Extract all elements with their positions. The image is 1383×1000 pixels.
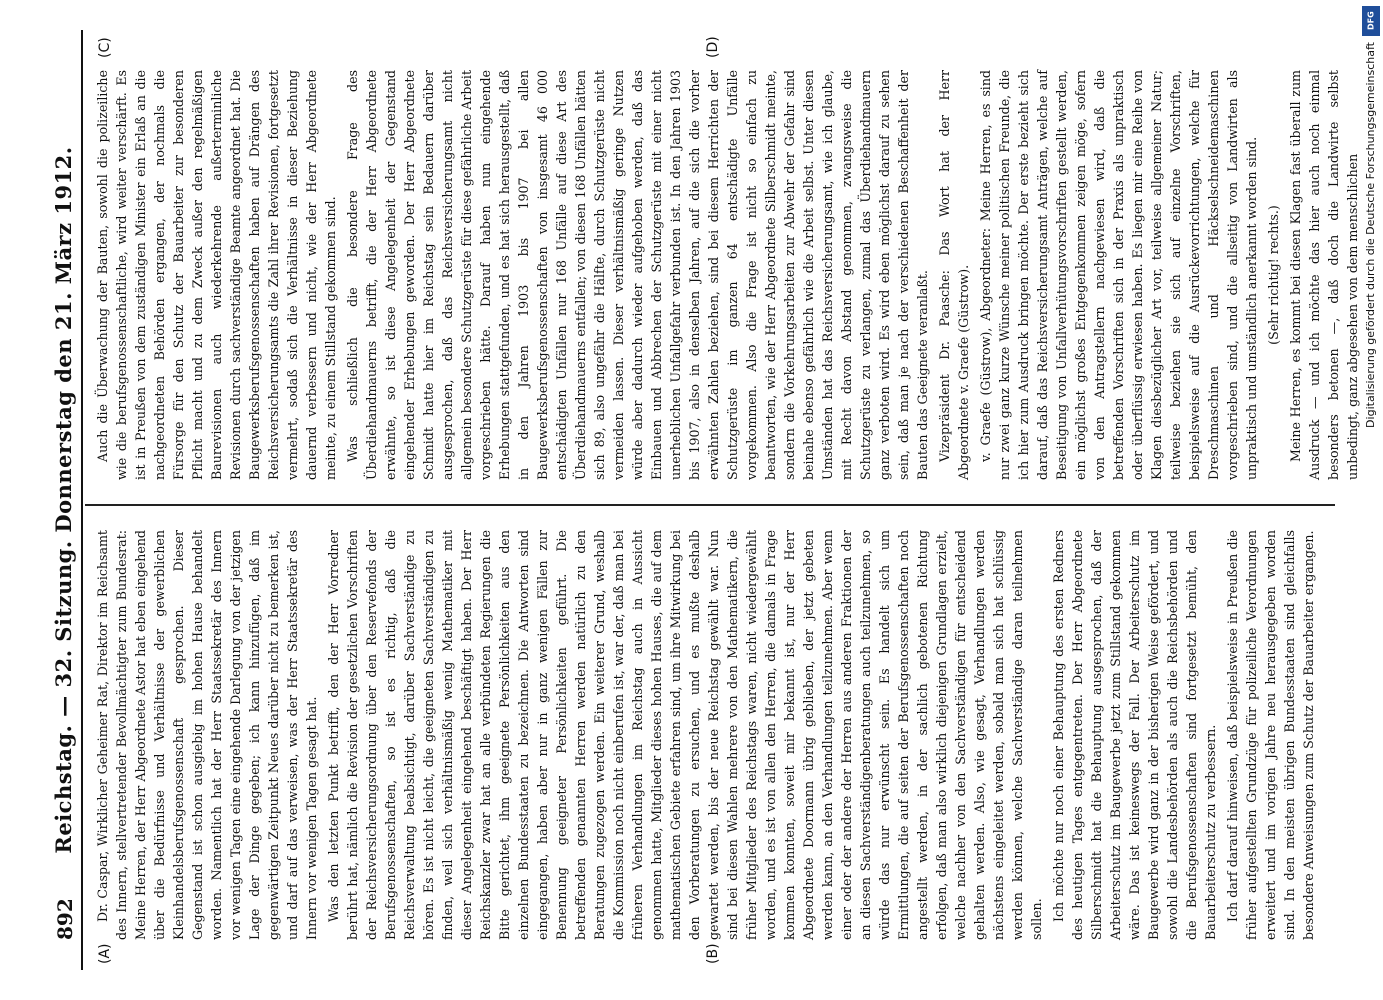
paragraph: Ich möchte nur noch einer Behauptung des ersten Redners des heutigen Tages entgegentreten. Der Herr Abgeordnete Silberschmidt hat die Behauptung ausgesprochen, daß der Arbeiterschutz im Baugewerbe jetzt zum Stillstand gekommen wäre. Das ist keineswegs der Fall. Der Arbeiterschutz im Baugewerbe wird ganz in der bisherigen Weise gefördert, und sowohl die Landesbehörden als auch die Reichsbehörden und die Berufsgenossenschaften sind fortgesetzt bemüht, den Bauarbeiterschutz zu verbessern. [1051, 530, 1218, 940]
running-head [45, 30, 83, 970]
page-number: 892 [53, 898, 77, 940]
interjection: (Sehr richtig! rechts.) [1266, 205, 1281, 345]
margin-mark-d: (D) [705, 36, 721, 58]
dfg-logo-icon: DFG [1362, 6, 1380, 36]
funding-note: Digitalisierung gefördert durch die Deutsche Forschungsgemeinschaft [1364, 42, 1377, 428]
paragraph: Was schließlich die besondere Frage des Überdiehandmauerns betrifft, die der Herr Abgeordnete erwähnte, so ist diese Angelegenheit der Gegenstand eingehender Erhebungen geworden. Der Herr Abgeordnete Schmidt hatte hier im Reichstag sein Bedauern darüber ausgesprochen, daß das Reichsversicherungsamt nicht allgemein besondere Schutzgerüste für diese gefährliche Arbeit vorgeschrieben hätte. Darauf haben nun eingehende Erhebungen stattgefunden, und es hat sich herausgestellt, daß in den Jahren 1903 bis 1907 bei allen Baugewerksberufsgenossenschaften von insgesamt 46 000 entschädigten Unfällen nur 168 Unfälle auf diese Art des Überdiehandmauerns entfallen; von diesen 168 Unfällen hätten sich 89, also ungefähr die Hälfte, durch Schutzgerüste nicht vermeiden lassen. Dieser verhältnismäßig geringe Nutzen würde aber dadurch wieder aufgehoben werden, daß das Einbauen und Abbrechen der Schutzgerüste mit einer nicht unerheblichen Unfallgefahr verbunden ist. In den Jahren 1903 bis 1907, also in denselben Jahren, auf die sich die vorher erwähnten Zahlen beziehen, sind bei diesem Herrichten der Schutzgerüste im ganzen 64 entschädigte Unfälle vorgekommen. Also die Frage ist nicht so einfach zu beantworten, wie der Herr Abgeordnete Silberschmidt meinte, sondern die Vorkehrungsarbeiten zur Abwehr der Gefahr sind beinahe ebenso gefährlich wie die Arbeit selbst. Unter diesen Umständen hat das Reichsversicherungsamt, wie ich glaube, mit Recht davon Abstand genommen, zwangsweise die Schutzgerüste zu verlangen, zumal das Überdiehandmauern ganz verboten wird. Es wird eben möglichst darauf zu sehen sein, daß man je nach der verschiedenen Beschaffenheit der Bauten das Geeignete veranlaßt. [345, 70, 930, 480]
paragraph: Was den letzten Punkt betrifft, den der Herr Vorredner berührt hat, nämlich die Revision der gesetzlichen Vorschriften der Reichsversicherungsordnung über den Reservefonds der Berufsgenossenschaften, so ist es richtig, daß die Reichsverwaltung beabsichtigt, darüber Sachverständige zu hören. Es ist nicht leicht, die geeigneten Sachverständigen zu finden, weil sich verhältnismäßig wenig Mathematiker mit dieser Angelegenheit eingehend beschäftigt haben. Der Herr Reichskanzler zwar hat an alle verbündeten Regierungen die Bitte gerichtet, ihm geeignete Persönlichkeiten aus den einzelnen Bundesstaaten zu bezeichnen. Die Antworten sind eingegangen, haben aber nur in ganz wenigen Fällen zur Benennung geeigneter Persönlichkeiten geführt. Die betreffenden genannten Herren werden natürlich zu den Beratungen zugezogen werden. Ein weiterer Grund, weshalb die Kommission noch nicht einberufen ist, war der, daß man bei früheren Verhandlungen im Reichstag auch in Aussicht genommen hatte, Mitglieder dieses hohen Hauses, die auf dem mathematischen Gebiete erfahren sind, um ihre Mitwirkung bei den Vorberatungen zu ersuchen, und es mußte deshalb gewartet werden, bis der neue Reichstag gewählt war. Nun sind bei diesen Wahlen mehrere von den Mathematikern, die früher Mitglieder des Reichstags waren, nicht wiedergewählt worden, und es ist von allen den Herren, die damals in Frage kommen konnten, soweit mir bekannt ist, nur der Herr Abgeordnete Doormann übrig geblieben, der jetzt gebeten werden kann, an den Verhandlungen teilzunehmen. Aber wenn einer oder der andere der Herren aus anderen Fraktionen der an diesen Sachverständigenberatungen auch teilzunehmen, so würde das nur erwünscht sein. Es handelt sich um Ermittlungen, die auf seiten der Berufsgenossenschaften noch angestellt werden, in der sachlich gebotenen Richtung erfolgen, daß man also wirklich diejenigen Grundlagen erzielt, welche nachher von den Sachverständigen für entscheidend gehalten werden. Also, wie gesagt, Verhandlungen werden nächstens eingeleitet werden, sobald man sich hat schlüssig werden können, welche Sachverständige daran teilnehmen sollen. [326, 530, 1044, 940]
margin-mark-c: (C) [97, 37, 113, 58]
left-column [93, 530, 1328, 940]
page-title: Reichstag. — 32. Sitzung. Donnerstag den 21. März 1912. [51, 146, 76, 854]
margin-mark-b: (B) [705, 943, 721, 964]
paragraph: Meine Herren, es kommt bei diesen Klagen fast überall zum Ausdruck — und ich möchte das hier auch noch einmal besonders betonen —, daß doch die Landwirte selbst unbedingt, ganz abgesehen von dem menschlichen [1288, 70, 1360, 480]
paragraph: Ich darf darauf hinweisen, daß beispielsweise in Preußen die früher aufgestellten Grundzüge für polizeiliche Verordnungen erweitert und im vorigen Jahre neu herausgegeben worden sind. In den meisten übrigen Bundesstaaten sind gleichfalls besondere Anweisungen zum Schutz der Bauarbeiter ergangen. [1225, 530, 1316, 940]
right-column [93, 70, 1360, 480]
funding-sidebar [1360, 0, 1383, 1000]
rotated-document-page [45, 30, 1360, 970]
column-divider [85, 504, 1335, 506]
margin-mark-a: (A) [97, 943, 113, 964]
paragraph: Vizepräsident Dr. Paasche: Das Wort hat der Herr Abgeordnete v. Graefe (Güstrow). [937, 70, 971, 480]
paragraph: Auch die Überwachung der Bauten, sowohl die polizeiliche wie die berufsgenossenschaftliche, wird weiter verschärft. Es ist in Preußen von dem zuständigen Minister ein Erlaß an die nachgeordneten Behörden ergangen, der nochmals die Fürsorge für den Schutz der Bauarbeiter zur besonderen Pflicht macht und zu dem Zweck außer den regelmäßigen Baurevisionen auch wiederkehrende außerterminliche Revisionen durch sachverständige Beamte angeordnet hat. Die Baugewerksberufsgenossenschaften haben auf Drängen des Reichsversicherungsamts die Zahl ihrer Revisionen, fortgesetzt vermehrt, sodaß sich die Verhältnisse in dieser Beziehung dauernd verbessern und nicht, wie der Herr Abgeordnete meinte, zu einem Stillstand gekommen sind. [95, 70, 338, 480]
paragraph: Dr. Caspar, Wirklicher Geheimer Rat, Direktor im Reichsamt des Innern, stellvertretender Bevollmächtigter zum Bundesrat: Meine Herren, der Herr Abgeordnete Astor hat eben eingehend über die Bedürfnisse und Verhältnisse der gewerblichen Kleinhandelsberufsgenossenschaft gesprochen. Dieser Gegenstand ist schon ausgiebig im hohen Hause behandelt worden. Namentlich hat der Herr Staatssekretär des Innern vor wenigen Tagen eine eingehende Darlegung von der jetzigen Lage der Dinge gegeben; ich kann hinzufügen, daß im gegenwärtigen Zeitpunkt Neues darüber nicht zu bemerken ist, und darf auf das verweisen, was der Herr Staatssekretär des Innern vor wenigen Tagen gesagt hat. [95, 530, 319, 940]
paragraph: v. Graefe (Güstrow), Abgeordneter: Meine Herren, es sind nur zwei ganz kurze Wünsche meiner politischen Freunde, die ich hier zum Ausdruck bringen möchte. Der erste bezieht sich darauf, daß das Reichsversicherungsamt Anträgen, welche auf Beseitigung von Unfallverhütungsvorschriften gestellt werden, ein möglichst großes Entgegenkommen zeigen möge, sofern von den Antragstellern nachgewiesen wird, daß die betreffenden Vorschriften sich in der Praxis als unpraktisch oder überflüssig erwiesen haben. Es liegen mir eine Reihe von Klagen diesbezüglicher Art vor, teilweise allgemeiner Natur; teilweise beziehen sie sich auf einzelne Vorschriften, beispielsweise auf die Ausrückevorrichtungen, welche für Dreschmaschinen und Häckselschneidemaschinen vorgeschrieben sind, und die allseitig von Landwirten als unpraktisch und umständlich anerkannt worden sind. [978, 70, 1259, 480]
